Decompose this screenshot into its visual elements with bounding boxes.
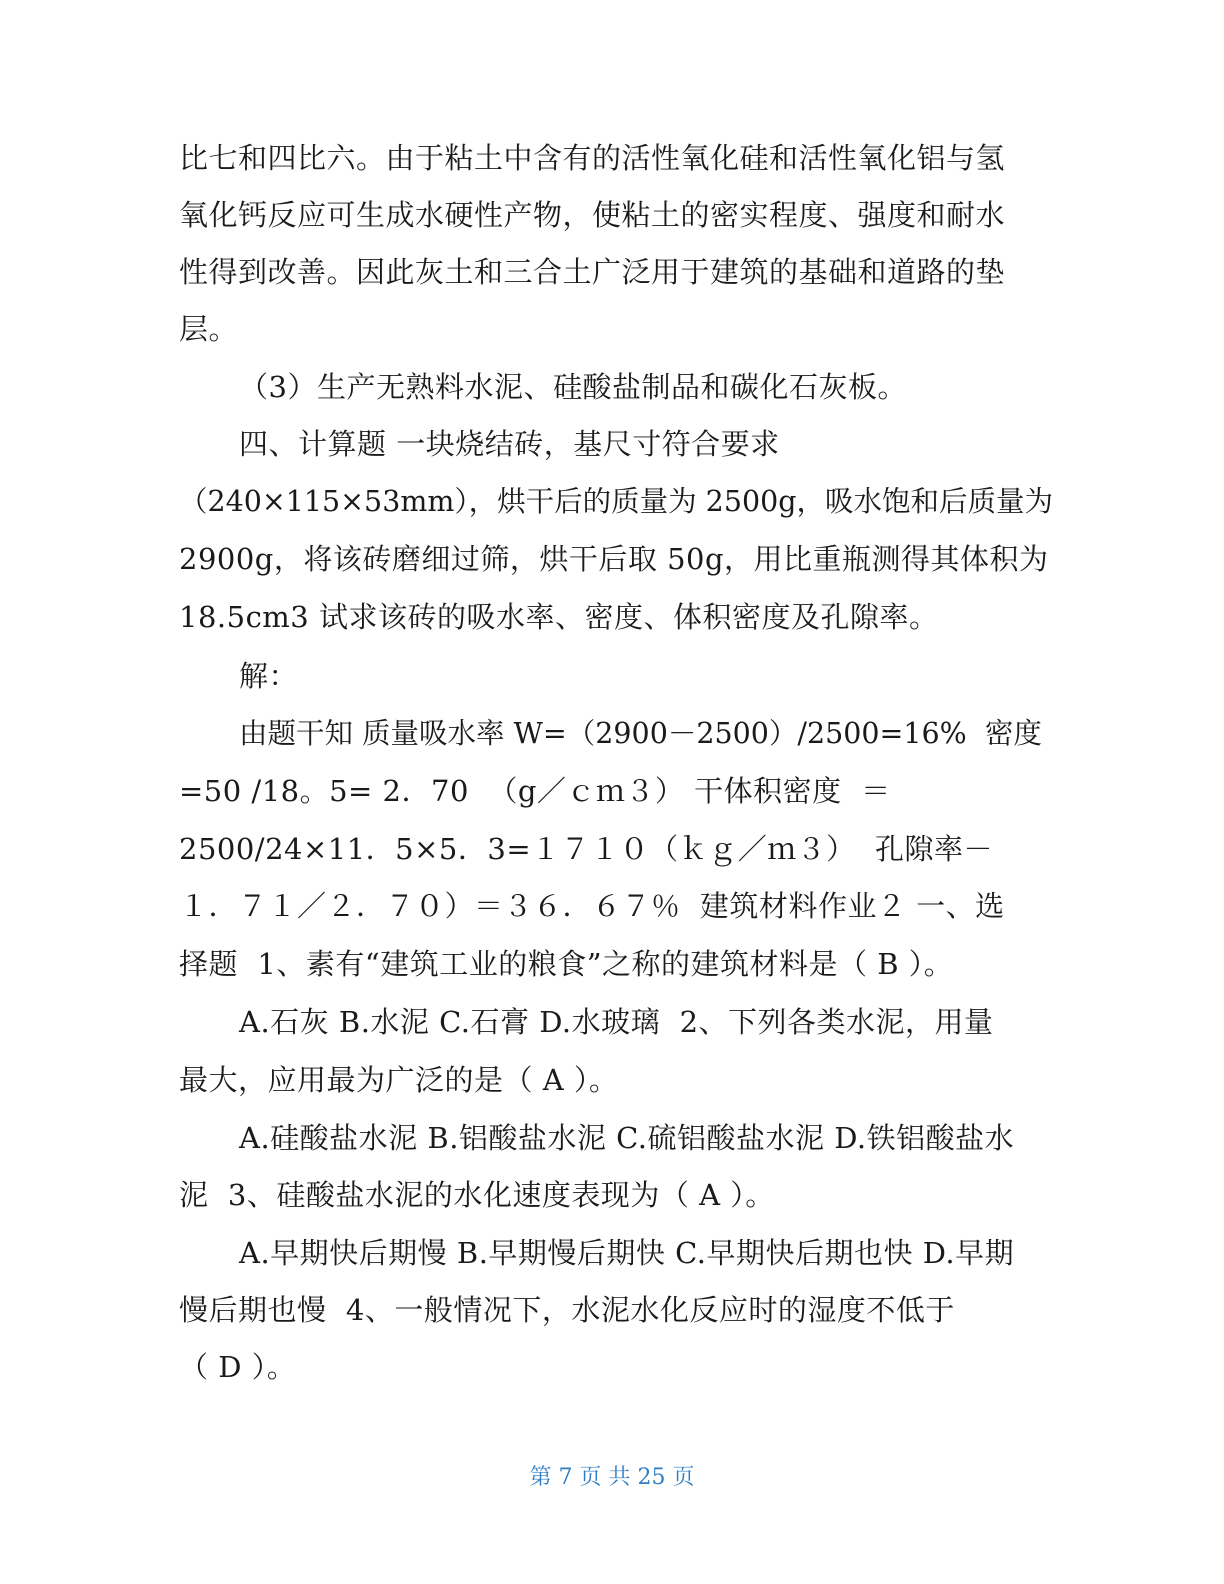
text-line: 性得到改善。因此灰土和三合土广泛用于建筑的基础和道路的垫 [179,255,1006,289]
text-line: 比七和四比六。由于粘土中含有的活性氧化硅和活性氧化铝与氢 [179,141,1006,175]
text-line: （3）生产无熟料水泥、硅酸盐制品和碳化石灰板。 [239,370,907,404]
page-number-footer: 第 7 页 共 25 页 [529,1465,695,1490]
text-line: 18.5cm3 试求该砖的吸水率、密度、体积密度及孔隙率。 [179,600,939,634]
text-line: （ D ）。 [179,1350,297,1384]
text-line: 最大，应用最为广泛的是（ A ）。 [179,1063,619,1097]
text-line: A.石灰 B.水泥 C.石膏 D.水玻璃 2、下列各类水泥，用量 [239,1005,994,1039]
text-line: 层。 [179,312,239,346]
text-line: 2900g，将该砖磨细过筛，烘干后取 50g，用比重瓶测得其体积为 [179,542,1049,576]
text-line: 氧化钙反应可生成水硬性产物，使粘土的密实程度、强度和耐水 [179,198,1006,232]
text-line: 泥 3、硅酸盐水泥的水化速度表现为（ A ）。 [179,1178,775,1212]
text-line: 四、计算题 一块烧结砖，基尺寸符合要求 [239,427,780,461]
text-line: 择题 1、素有“建筑工业的粮食”之称的建筑材料是（ B ）。 [179,947,954,981]
text-line: 慢后期也慢 4、一般情况下，水泥水化反应时的湿度不低于 [179,1293,955,1327]
text-line: =50 /18。5= 2．70 （g／ｃｍ３） 干体积密度 ＝ [179,774,891,808]
text-line: 2500/24×11．5×5．3=１７１０（ｋｇ／ｍ３） 孔隙率－ [179,832,994,866]
text-line: １．７１／２．７０）＝３６．６７％ 建筑材料作业２ 一、选 [179,889,1005,923]
text-line: A.早期快后期慢 B.早期慢后期快 C.早期快后期也快 D.早期 [239,1236,1015,1270]
text-line: A.硅酸盐水泥 B.铝酸盐水泥 C.硫铝酸盐水泥 D.铁铝酸盐水 [239,1121,1015,1155]
text-line: （240×115×53mm），烘干后的质量为 2500g，吸水饱和后质量为 [179,485,1053,518]
text-line: 由题干知 质量吸水率 W=（2900－2500）/2500=16% 密度 [239,717,1042,750]
text-line: 解： [239,659,299,693]
